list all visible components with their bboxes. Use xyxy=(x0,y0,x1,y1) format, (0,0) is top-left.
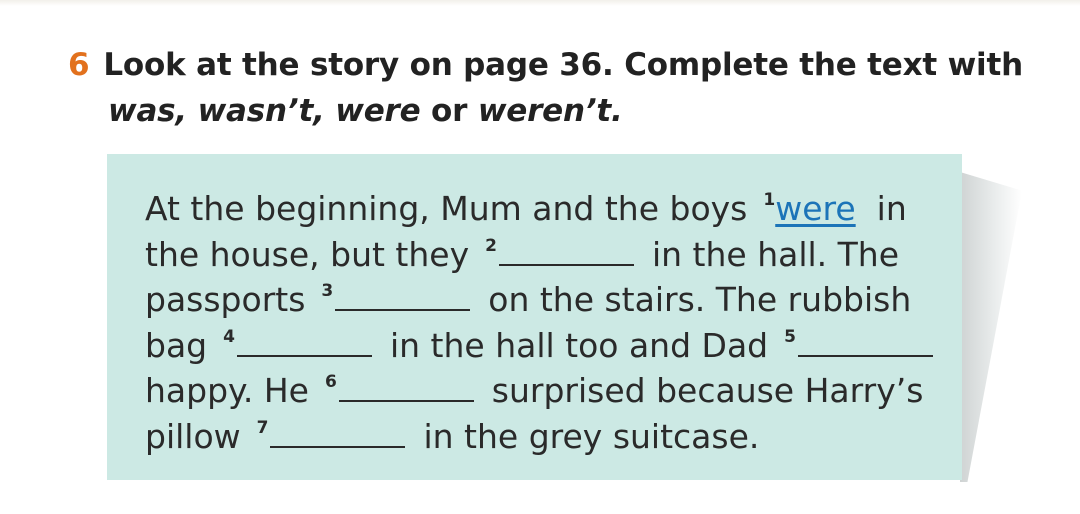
text-line-5 xyxy=(145,360,933,410)
panel-shadow xyxy=(960,172,1022,482)
text-segment: happy. He xyxy=(145,371,309,410)
gap-number-3: 3 xyxy=(321,281,334,301)
text-segment: on the stairs. The rubbish xyxy=(488,280,912,319)
instruction-line-2 xyxy=(108,88,623,134)
text-segment: in the grey suitcase. xyxy=(423,416,760,456)
word-was: was, xyxy=(108,93,187,129)
word-or: or xyxy=(431,93,468,129)
blank-6[interactable] xyxy=(339,372,474,402)
text-line-3 xyxy=(145,269,933,319)
blank-7[interactable] xyxy=(270,418,405,448)
blank-5[interactable] xyxy=(798,327,933,357)
text-line-4 xyxy=(145,315,933,365)
instruction-line-1: Look at the story on page 36. Complete the text with xyxy=(103,47,1023,83)
text-segment: surprised because Harry’s xyxy=(491,371,924,410)
gap-number-1: 1 xyxy=(763,190,776,210)
word-wasnt: wasn’t, xyxy=(197,93,325,129)
text-segment: in the hall. The xyxy=(651,234,900,274)
gap-number-5: 5 xyxy=(784,326,796,347)
text-line-1 xyxy=(145,178,933,228)
text-segment: passports xyxy=(145,280,306,319)
blank-2[interactable] xyxy=(499,236,634,266)
gap-number-6: 6 xyxy=(324,372,337,392)
text-segment: the house, but they xyxy=(145,234,470,274)
exercise-number: 6 xyxy=(68,47,90,83)
text-segment: At the beginning, Mum and the boys xyxy=(145,189,748,228)
answer-1: were xyxy=(775,189,856,228)
text-segment: pillow xyxy=(145,416,241,456)
gap-number-2: 2 xyxy=(485,235,497,256)
blank-3[interactable] xyxy=(335,281,470,311)
blank-4[interactable] xyxy=(237,327,372,357)
word-werent: weren’t. xyxy=(477,93,623,129)
text-segment: in xyxy=(876,189,907,228)
word-were: were xyxy=(335,93,421,129)
top-band xyxy=(0,0,1080,6)
text-line-6 xyxy=(145,406,933,456)
text-segment: bag xyxy=(145,325,208,365)
text-segment: in the hall too and Dad xyxy=(389,325,769,365)
gap-number-4: 4 xyxy=(223,326,235,347)
exercise-heading xyxy=(68,42,1058,129)
text-line-2 xyxy=(145,224,933,274)
gap-number-7: 7 xyxy=(256,417,269,438)
gap-fill-text xyxy=(145,178,933,456)
